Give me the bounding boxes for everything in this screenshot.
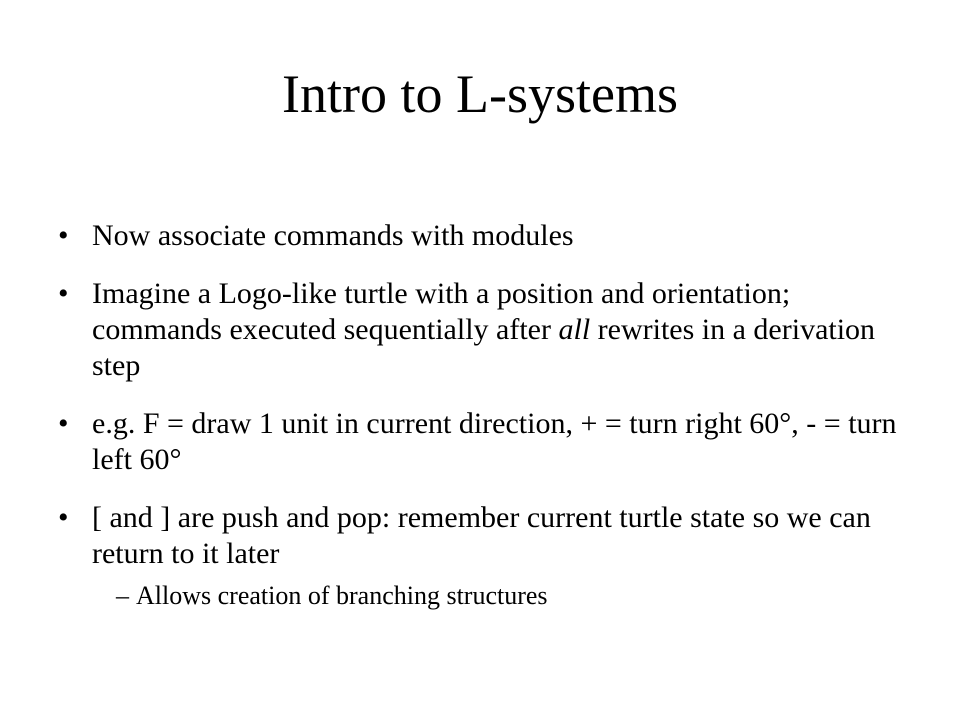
bullet-marker: • [58, 219, 69, 252]
bullet-marker: • [58, 501, 69, 534]
bullet-text-part: Imagine a Logo-like turtle with a position and orientation; commands executed sequentially after [92, 277, 791, 346]
sub-bullet-marker: – [116, 581, 129, 610]
sub-bullet-text: Allows creation of branching structures [136, 581, 548, 610]
bullet-item [58, 406, 918, 478]
bullet-text: [ and ] are push and pop: remember current turtle state so we can return to it later [92, 501, 871, 570]
bullet-item [58, 276, 918, 384]
bullet-text-part: rewrites in a derivation step [92, 313, 876, 382]
sub-bullet-item [92, 580, 918, 612]
bullet-marker: • [58, 407, 69, 440]
bullet-emphasis: all [558, 313, 591, 346]
bullet-item [58, 218, 918, 254]
bullet-marker: • [58, 277, 69, 310]
slide-title: Intro to L-systems [282, 64, 678, 124]
sub-bullet-list [92, 580, 918, 612]
bullet-list [58, 218, 918, 634]
bullet-item [58, 500, 918, 612]
bullet-text: e.g. F = draw 1 unit in current direction, + = turn right 60°, - = turn left 60° [92, 407, 897, 476]
bullet-text: Now associate commands with modules [92, 219, 574, 252]
